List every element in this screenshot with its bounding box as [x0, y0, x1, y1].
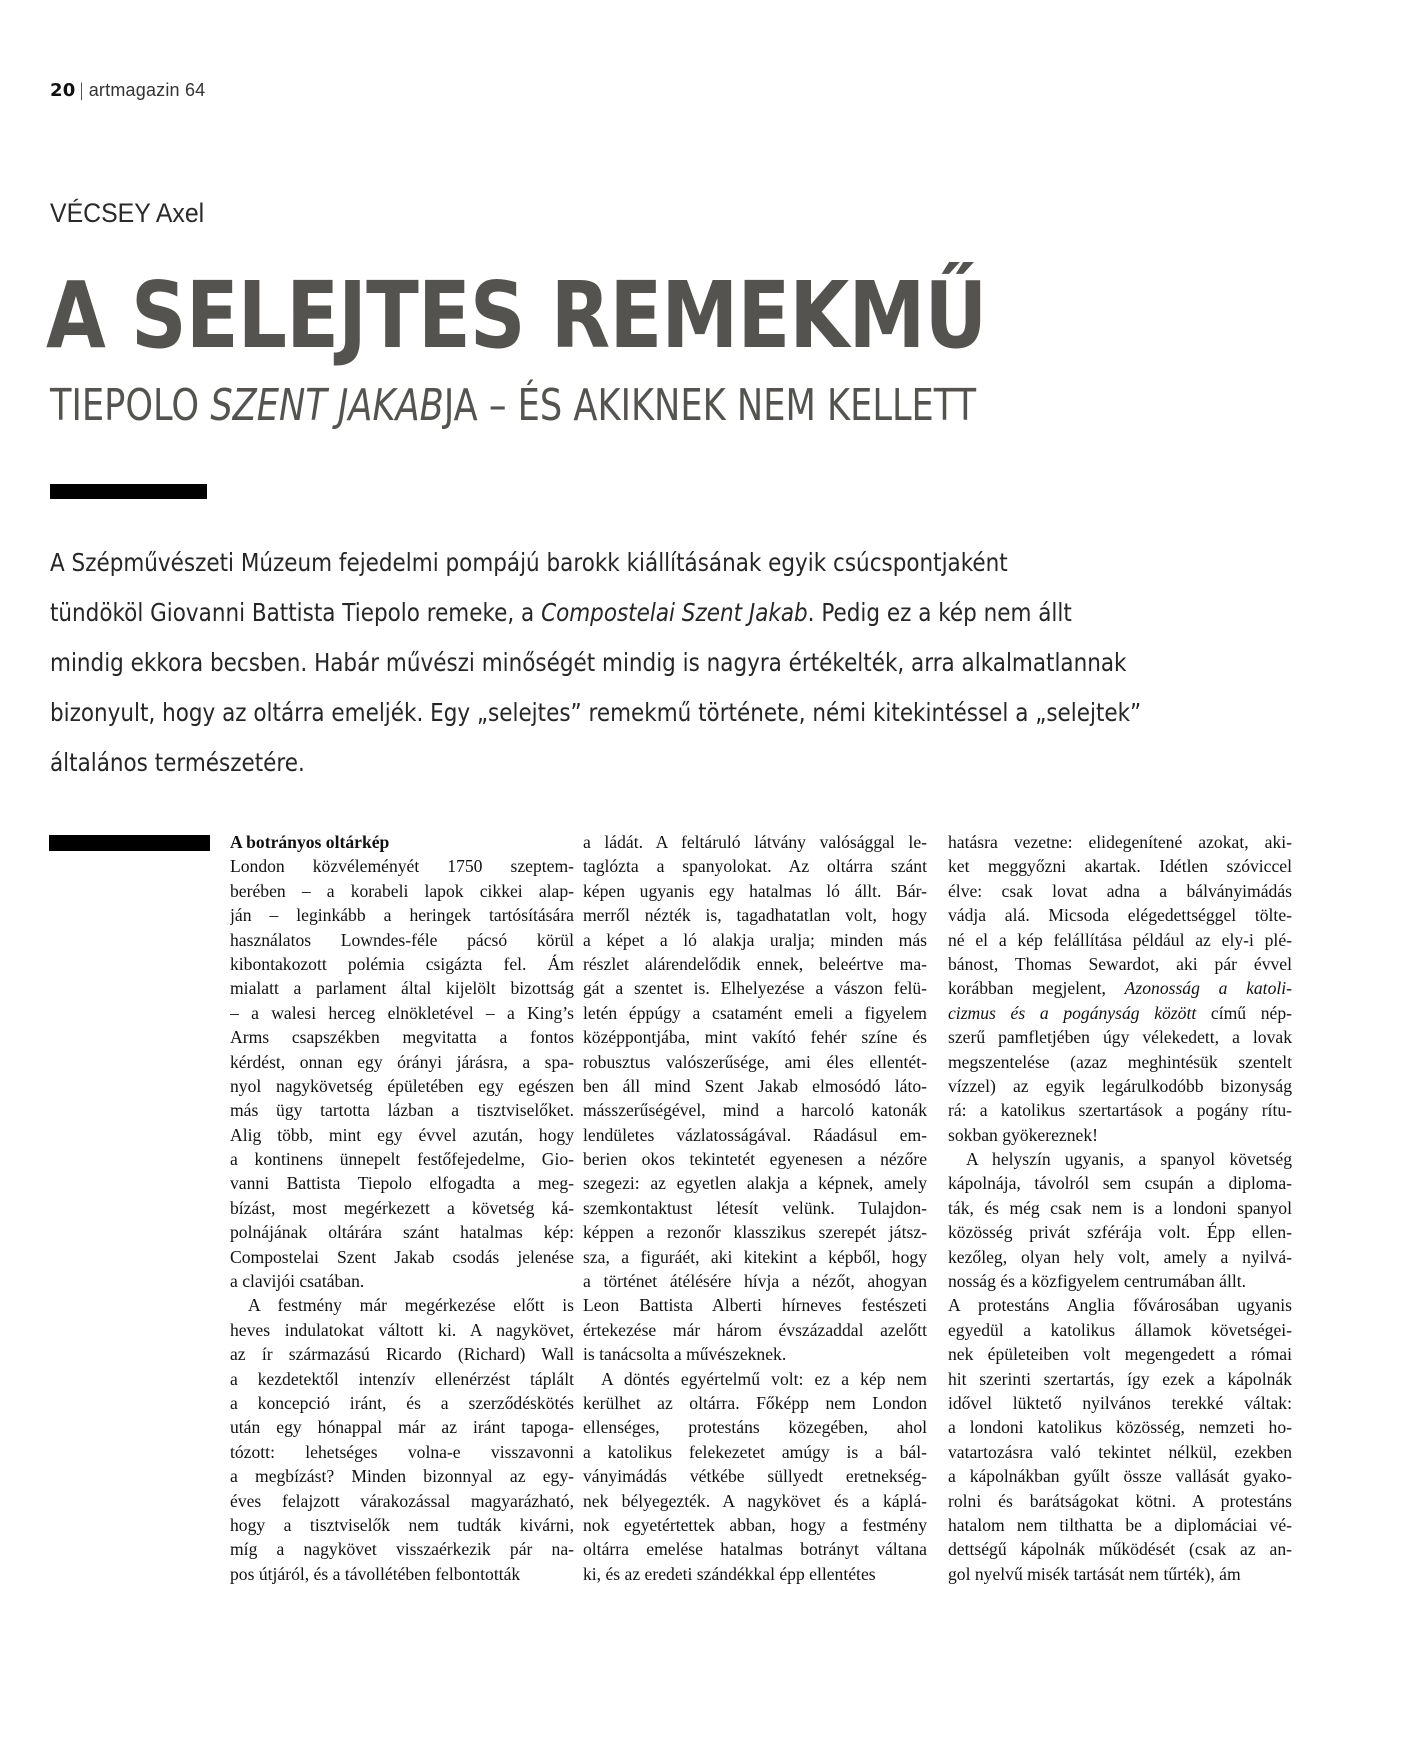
lead-text: A Szépművészeti Múzeum fejedelmi pompájú barokk kiállításának egyik csúcspontjaként — [50, 548, 1008, 577]
body-line: ellenséges, protestáns közegében, ahol — [583, 1417, 927, 1438]
body-line: Arms csapszékben megvitatta a fontos — [230, 1027, 574, 1048]
lead-line — [50, 538, 1254, 588]
body-line: berében – a korabeli lapok cikkei alap- — [230, 880, 574, 901]
text-column-2 — [583, 830, 927, 1586]
body-line: szegezi: az egyetlen alakja a képnek, amely — [583, 1173, 927, 1194]
lead-line — [50, 638, 1254, 688]
page-number: 20 — [50, 80, 76, 101]
lead-text: tündököl Giovanni Battista Tiepolo remeke, a — [50, 598, 542, 627]
body-line: nosság és a közfigyelem centrumában állt. — [948, 1271, 1247, 1292]
body-line: heves indulatokat váltott ki. A nagykövet, — [230, 1319, 574, 1340]
lead-text: általános természetére. — [50, 748, 305, 777]
lead-line — [50, 688, 1254, 738]
body-line: a ládát. A feltáruló látvány valósággal le- — [583, 832, 927, 852]
article-author: VÉCSEY Axel — [50, 198, 205, 228]
body-line: ján – leginkább a heringek tartósítására — [230, 905, 574, 926]
body-line: a clavijói csatában. — [230, 1271, 365, 1292]
section-rule — [49, 835, 210, 851]
body-line: ki, és az eredeti szándékkal épp ellentétes — [583, 1563, 876, 1584]
body-line: dettségű kápolnák működését (csak az an- — [948, 1539, 1292, 1560]
lead-line — [50, 738, 1254, 788]
book-title-italic: Azonosság a katoli- — [1124, 978, 1292, 999]
lead-text: . Pedig ez a kép nem állt — [807, 598, 1072, 627]
subtitle-part-2: JA – ÉS AKIKNEK NEM KELLETT — [443, 380, 977, 431]
title-rule — [50, 484, 207, 499]
body-line: Compostelai Szent Jakab csodás jelenése — [230, 1246, 574, 1267]
body-line: a koncepció iránt, és a szerződéskötés — [230, 1392, 574, 1413]
body-line: A döntés egyértelmű volt: ez a kép nem — [601, 1368, 927, 1389]
body-line: egyedül a katolikus államok követségei- — [948, 1319, 1292, 1340]
body-line: nek bélyegezték. A nagykövet és a káplá- — [583, 1490, 927, 1511]
body-line: vatartozásra való tekintet nélkül, ezekben — [948, 1441, 1292, 1462]
lead-italic-title: Compostelai Szent Jakab — [541, 598, 808, 627]
body-line: másszerűségével, mind a harcoló katonák — [583, 1100, 927, 1121]
body-line: a képet a ló alakja uralja; minden más — [583, 929, 927, 950]
body-line: után egy hónappal már az iránt tapoga- — [230, 1417, 574, 1438]
body-line: tózott: lehetséges volna-e visszavonni — [230, 1441, 574, 1462]
body-line: hogy a tisztviselők nem tudták kivárni, — [230, 1514, 574, 1535]
body-line: merről nézték is, tagadhatatlan volt, hogy — [583, 905, 927, 926]
body-line: a kontinens ünnepelt festőfejedelme, Gio- — [230, 1149, 574, 1170]
body-line: a katolikus felekezetet amúgy is a bál- — [583, 1441, 927, 1462]
body-line: élve: csak lovat adna a bálványimádás — [948, 880, 1292, 901]
body-line: né el a kép felállítása például az ely-i plé- — [948, 929, 1292, 950]
body-line: kezőleg, olyan hely volt, amely a nyilvá- — [948, 1246, 1292, 1267]
body-line: ket meggyőzni akartak. Idétlen szóviccel — [948, 856, 1292, 877]
body-line: cizmus és a pogányság között című nép- — [948, 1002, 1292, 1023]
body-line: A festmény már megérkezése előtt is — [248, 1295, 574, 1316]
body-line: vanni Battista Tiepolo elfogadta a meg- — [230, 1173, 574, 1194]
body-line: robusztus valószerűsége, ami éles ellentét- — [583, 1051, 927, 1072]
body-line: ták, és még csak nem is a londoni spanyol — [948, 1197, 1292, 1218]
section-heading: A botrányos oltárkép — [230, 832, 390, 852]
lead-text: bizonyult, hogy az oltárra emeljék. Egy „selejtes” remekmű története, némi kitekintéssel a „selejtek” — [50, 698, 1142, 727]
page-folio — [50, 80, 205, 101]
body-line: sza, a figuráét, aki kitekint a képből, hogy — [583, 1246, 927, 1267]
body-line: középpontjába, mint vakító fehér színe és — [583, 1027, 927, 1048]
body-line: részlet alárendelődik ennek, beleértve ma- — [583, 953, 927, 974]
body-line: közösség privát szférája volt. Épp ellen- — [948, 1222, 1292, 1243]
body-line: taglózta a spanyolokat. Az oltárra szánt — [583, 856, 927, 877]
body-line: kibontakozott polémia csigázta fel. Ám — [230, 953, 574, 974]
lead-text: mindig ekkora becsben. Habár művészi minőségét mindig is nagyra értékelték, arra alkalmatlannak — [50, 648, 1127, 677]
body-line: – a walesi herceg elnökletével – a King’s — [230, 1002, 574, 1023]
body-line: a kápolnákban gyűlt össze vallását gyako- — [948, 1466, 1292, 1487]
body-line: gát a szentet is. Elhelyezése a vászon felü- — [583, 978, 927, 999]
body-line: míg a nagykövet visszaérkezik pár na- — [230, 1539, 574, 1560]
text-column-3 — [948, 830, 1292, 1586]
body-line: A protestáns Anglia fővárosában ugyanis — [948, 1295, 1292, 1316]
body-line: rolni és barátságokat kötni. A protestáns — [948, 1490, 1292, 1511]
body-line: képpen a rezonőr klasszikus szerepét játsz- — [583, 1222, 927, 1243]
text-column-1 — [230, 830, 574, 1586]
body-line: bízást, most megérkezett a követség ká- — [230, 1197, 574, 1218]
body-line: a megbízást? Minden bizonnyal az egy- — [230, 1466, 574, 1487]
body-line: éves felajzott várakozással magyarázható, — [230, 1490, 574, 1511]
body-line: lendületes vázlatosságával. Ráadásul em- — [583, 1124, 927, 1145]
body-line: korábban megjelent, Azonosság a katoli- — [948, 978, 1292, 999]
body-line: sokban gyökereznek! — [948, 1124, 1098, 1145]
body-line: polnájának oltárára szánt hatalmas kép: — [230, 1222, 574, 1243]
body-line: szerű pamfletjében úgy vélekedett, a lovak — [948, 1027, 1292, 1048]
body-line: Leon Battista Alberti hírneves festészeti — [583, 1295, 927, 1316]
body-line: gol nyelvű misék tartását nem tűrték), ám — [948, 1563, 1241, 1584]
article-lead — [50, 538, 1254, 788]
body-line: más ügy tartotta lázban a tisztviselőket. — [230, 1100, 574, 1121]
body-line: berien okos tekintetét egyenesen a nézőre — [583, 1149, 927, 1170]
body-line: pos útjáról, és a távollétében felbontották — [230, 1563, 521, 1584]
body-line: idővel lüktető nyilvános terekké váltak: — [948, 1392, 1292, 1413]
body-line: is tanácsolta a művészeknek. — [583, 1344, 787, 1365]
magazine-issue: artmagazin 64 — [88, 80, 206, 100]
body-line: kerülhet az oltárra. Főképp nem London — [583, 1392, 927, 1413]
body-line: ványimádás vétkébe süllyedt eretnekség- — [583, 1466, 927, 1487]
folio-separator: | — [78, 80, 85, 101]
book-title-italic: cizmus és a pogányság között — [948, 1002, 1197, 1023]
body-line: ben áll mind Szent Jakab elmosódó láto- — [583, 1075, 927, 1096]
body-line: használatos Lowndes-féle pácsó körül — [230, 929, 574, 950]
body-line: az ír származású Ricardo (Richard) Wall — [230, 1344, 574, 1365]
body-line: nyol nagykövetség épületében egy egészen — [230, 1075, 574, 1096]
body-line: a történet átélésére hívja a nézőt, ahogyan — [583, 1271, 927, 1292]
lead-line — [50, 588, 1254, 638]
body-line: kérdést, onnan egy órányi járásra, a spa- — [230, 1051, 574, 1072]
body-line: értekezése már három évszázaddal azelőtt — [583, 1319, 927, 1340]
body-line: bánost, Thomas Sewardot, aki pár évvel — [948, 953, 1292, 974]
subtitle-part-1: TIEPOLO — [50, 380, 211, 431]
body-line: nek épületeiben volt megengedett a római — [948, 1344, 1292, 1365]
body-line: letén éppúgy a csatamént emeli a figyelem — [583, 1002, 927, 1023]
article-subtitle — [50, 380, 976, 432]
body-line: a kezdetektől intenzív ellenérzést táplált — [230, 1368, 574, 1389]
body-line: a londoni katolikus közösség, nemzeti ho- — [948, 1417, 1292, 1438]
body-line: megszentelése (azaz meghintésük szentelt — [948, 1051, 1292, 1072]
body-line: kápolnája, távolról sem csupán a diploma- — [948, 1173, 1292, 1194]
body-line: oltárra emelése hatalmas botrányt váltana — [583, 1539, 927, 1560]
body-line: mialatt a parlament által kijelölt bizottság — [230, 978, 574, 999]
body-line: szemkontaktust létesít velünk. Tulajdon- — [583, 1197, 927, 1218]
body-line: hatásra vezetne: elidegenítené azokat, aki- — [948, 832, 1292, 852]
body-line: vádja alá. Micsoda elégedettséggel tölte- — [948, 905, 1292, 926]
body-line: képen ugyanis egy hatalmas ló állt. Bár- — [583, 880, 927, 901]
body-line: A helyszín ugyanis, a spanyol követség — [966, 1149, 1292, 1170]
body-line: Alig több, mint egy évvel azután, hogy — [230, 1124, 574, 1145]
body-line: rá: a katolikus szertartások a pogány rítu- — [948, 1100, 1292, 1121]
body-line: hit szerinti szertartás, így ezek a kápolnák — [948, 1368, 1292, 1389]
body-line: hatalom nem tilthatta be a diplomáciai vé- — [948, 1514, 1292, 1535]
subtitle-italic: SZENT JAKAB — [210, 380, 444, 431]
body-line: nok egyetértettek abban, hogy a festmény — [583, 1514, 927, 1535]
body-line: vízzel) az egyik legárulkodóbb bizonyság — [948, 1075, 1292, 1096]
body-line: London közvéleményét 1750 szeptem- — [230, 856, 574, 877]
article-title: A SELEJTES REMEKMŰ — [46, 262, 987, 369]
